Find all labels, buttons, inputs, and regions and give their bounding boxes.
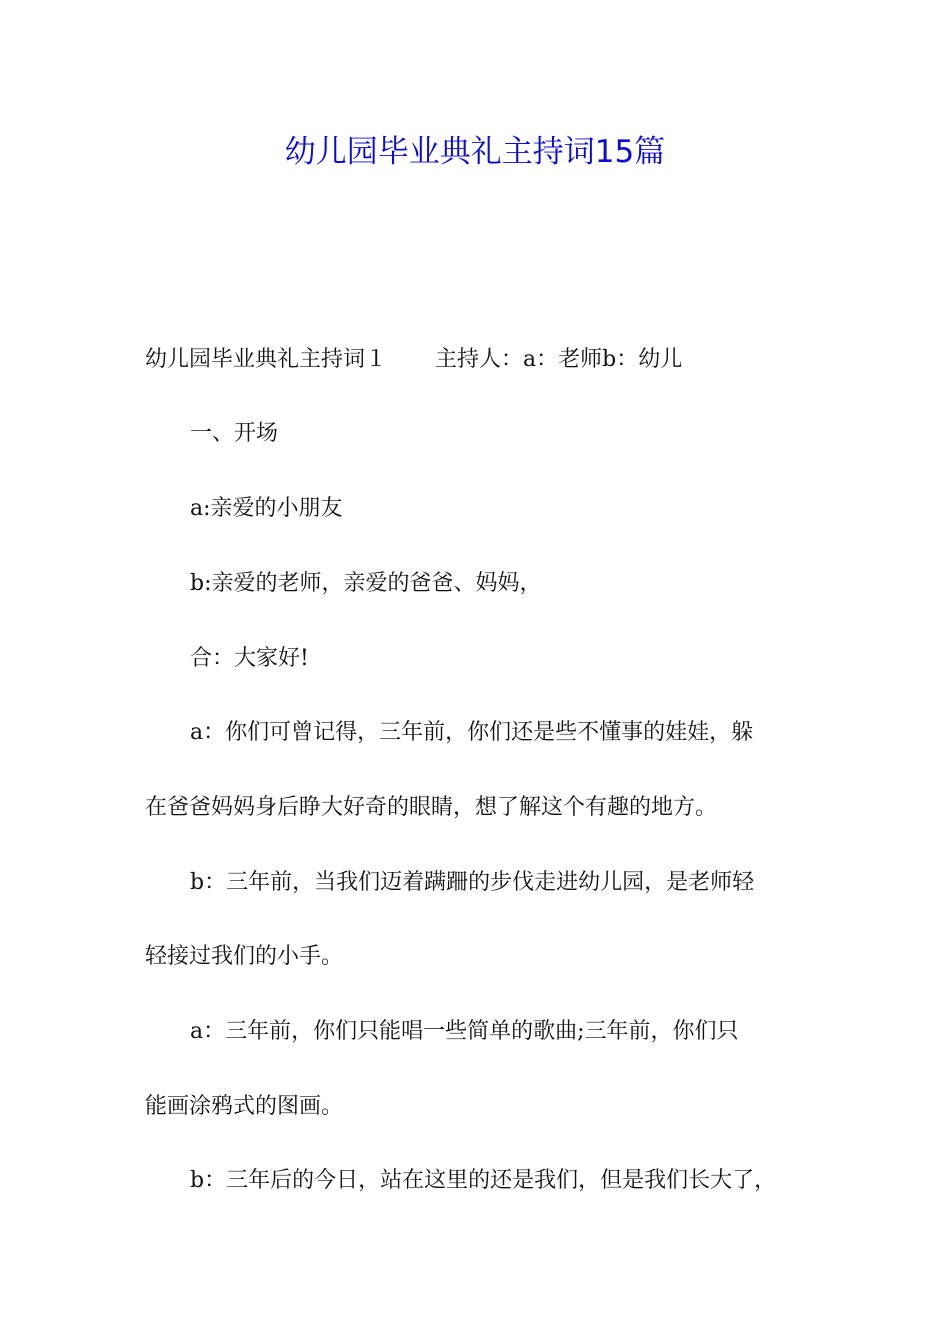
heading-part-1: 幼儿园毕业典礼主持词１ xyxy=(145,347,388,372)
document-title: 幼儿园毕业典礼主持词15篇 xyxy=(284,134,666,170)
paragraph-line: a：三年前，你们只能唱一些简单的歌曲;三年前，你们只 xyxy=(190,1019,739,1044)
paragraph-line: 在爸爸妈妈身后睁大好奇的眼睛，想了解这个有趣的地方。 xyxy=(145,795,718,820)
heading-line xyxy=(145,345,682,375)
heading-part-2: 主持人：a：老师b：幼儿 xyxy=(435,347,683,372)
paragraph-line: b：三年后的今日，站在这里的还是我们，但是我们长大了， xyxy=(190,1168,777,1193)
paragraph-line: b：三年前，当我们迈着蹒跚的步伐走进幼儿园，是老师轻 xyxy=(190,870,755,895)
paragraph-line: b:亲爱的老师，亲爱的爸爸、妈妈， xyxy=(190,571,542,596)
paragraph-line: 合：大家好! xyxy=(190,646,309,671)
paragraph-line: 轻接过我们的小手。 xyxy=(145,944,344,969)
paragraph-line: a:亲爱的小朋友 xyxy=(190,496,343,521)
paragraph-line: a：你们可曾记得，三年前，你们还是些不懂事的娃娃，躲 xyxy=(190,720,754,745)
paragraph-line: 一、开场 xyxy=(190,421,279,446)
paragraph-line: 能画涂鸦式的图画。 xyxy=(145,1094,344,1119)
